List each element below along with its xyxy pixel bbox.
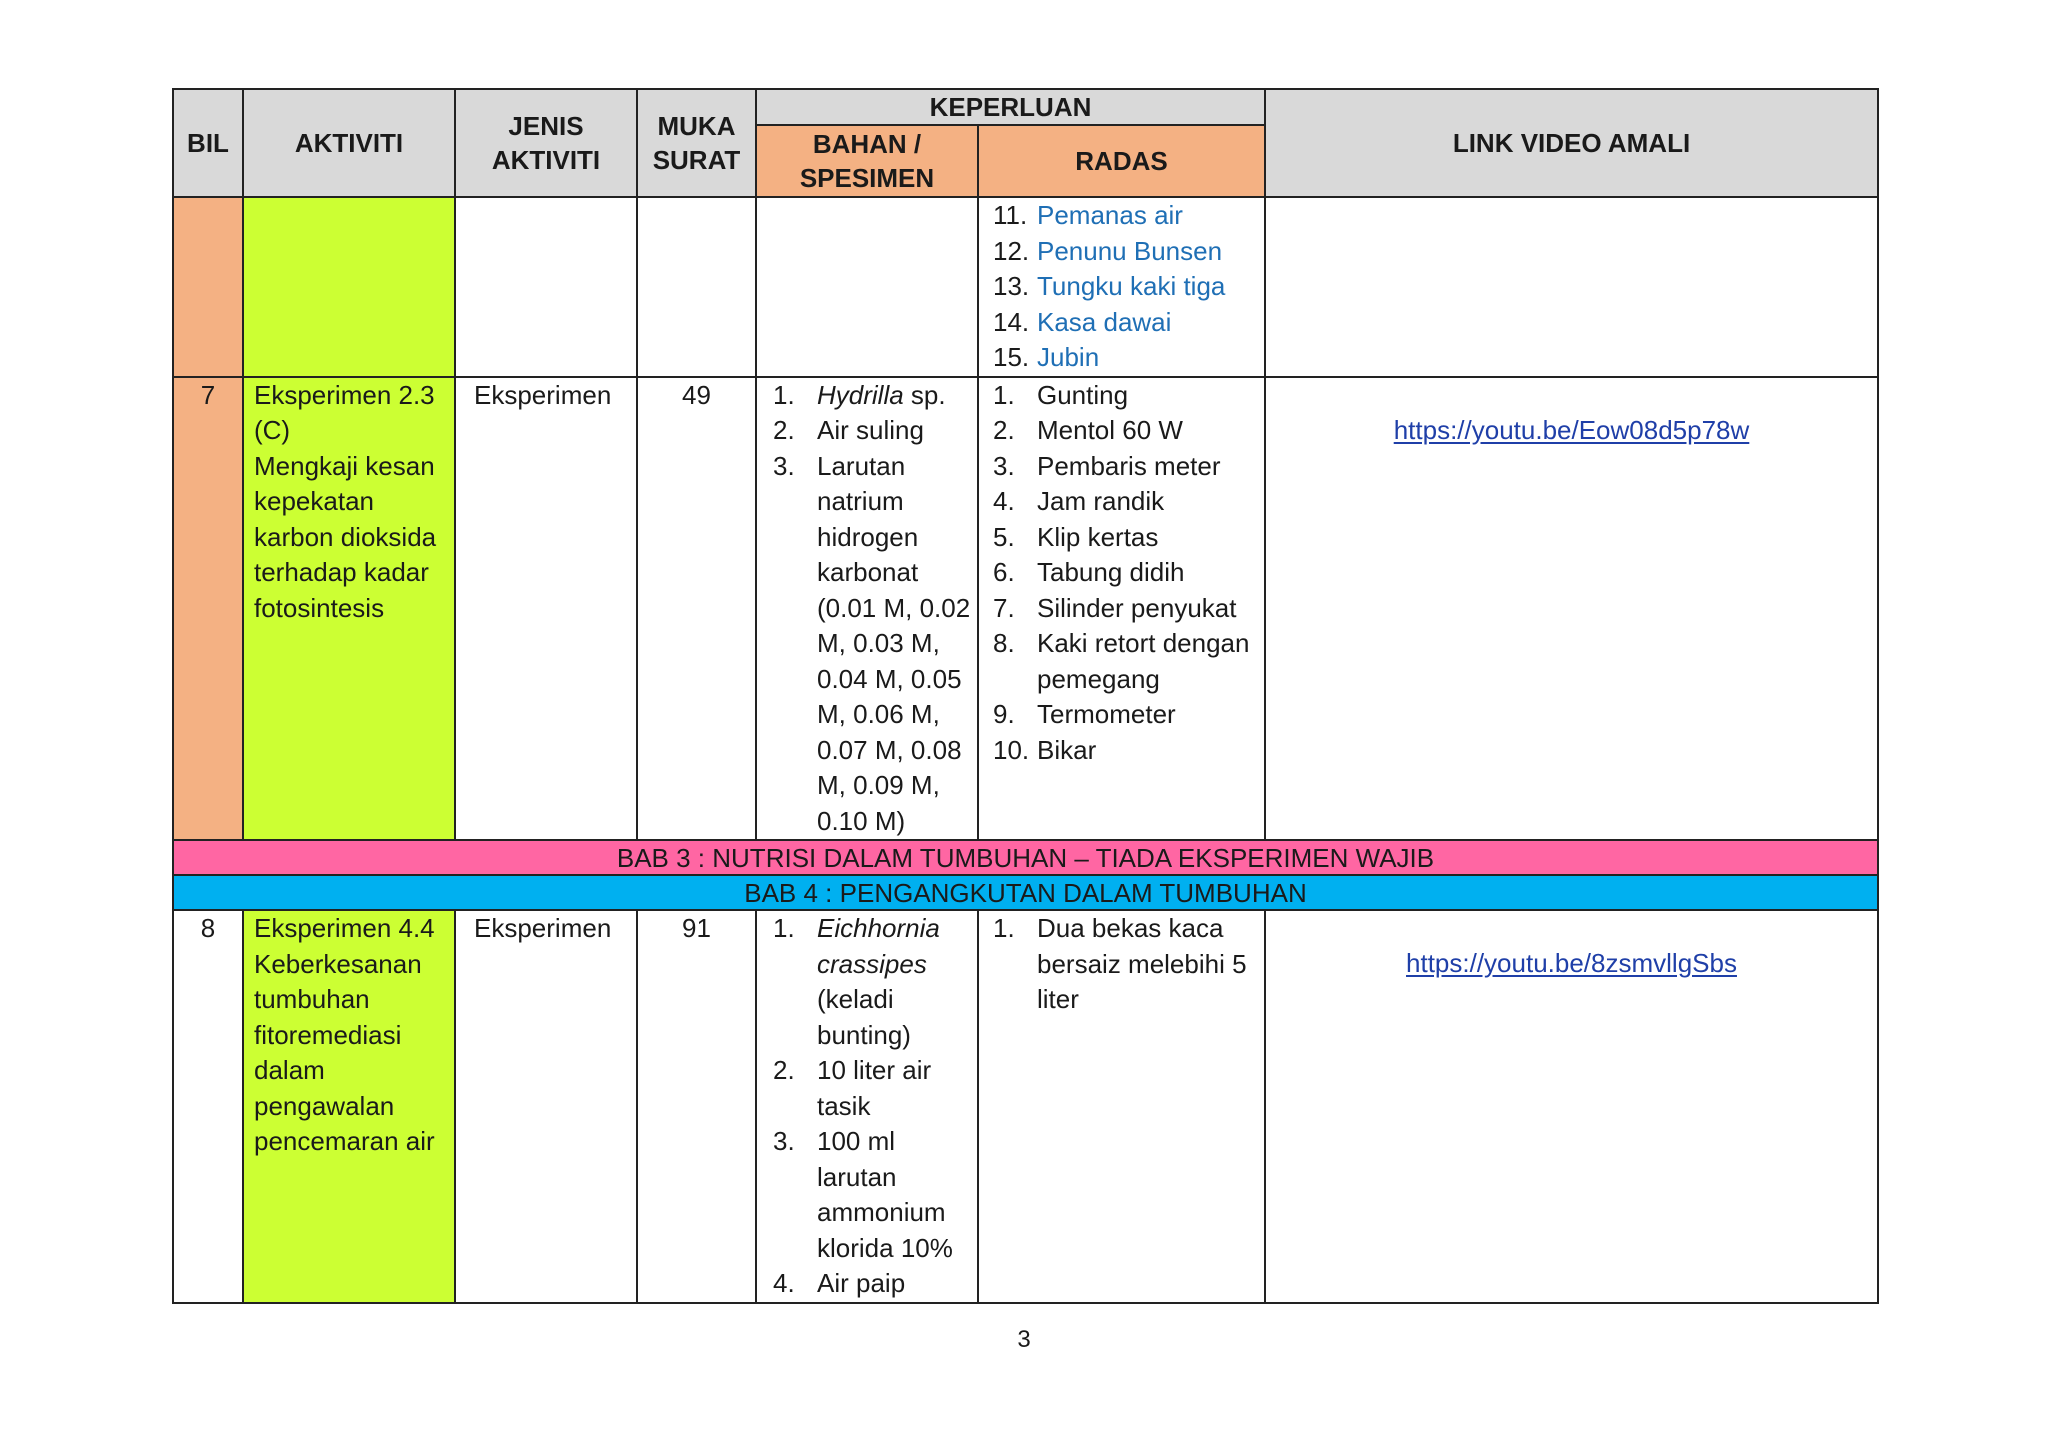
header-link-video: LINK VIDEO AMALI: [1265, 89, 1878, 197]
muka-cell: [637, 197, 756, 377]
bil-cell: [173, 197, 243, 377]
bahan-cell: [756, 910, 978, 1303]
bahan-list: [757, 378, 977, 840]
list-item: 13. Tungku kaki tiga: [993, 271, 1226, 301]
list-item: 4. Air paip: [773, 1268, 906, 1298]
bil-cell: 7: [173, 377, 243, 841]
header-aktiviti: AKTIVITI: [243, 89, 455, 197]
bab4-banner-row: [173, 875, 1878, 910]
page-number: 3: [1017, 1326, 1031, 1353]
table-row-continued: [173, 197, 1878, 377]
link-cell: [1265, 377, 1878, 841]
table-row-7: [173, 377, 1878, 841]
radas-list: [979, 198, 1264, 376]
list-item: 4. Jam randik: [993, 486, 1165, 516]
header-radas: RADAS: [978, 125, 1265, 197]
list-item: 3. 100 ml larutan ammonium klorida 10%: [773, 1126, 953, 1263]
muka-cell: 91: [637, 910, 756, 1303]
list-item: 8. Kaki retort dengan pemegang: [993, 628, 1250, 694]
list-item: 7. Silinder penyukat: [993, 592, 1237, 623]
radas-cell: [978, 910, 1265, 1303]
radas-list: [979, 911, 1264, 1018]
bab3-banner: BAB 3 : NUTRISI DALAM TUMBUHAN – TIADA EKSPERIMEN WAJIB: [173, 840, 1878, 875]
bahan-cell: [756, 377, 978, 841]
header-bahan-spesimen: BAHAN / SPESIMEN: [756, 125, 978, 197]
jenis-cell: [455, 197, 637, 377]
radas-list: [979, 378, 1264, 769]
list-item: 2. Air suling: [773, 415, 924, 445]
bahan-list: [757, 911, 977, 1302]
header-keperluan: KEPERLUAN: [756, 89, 1265, 125]
bab3-banner-row: [173, 840, 1878, 875]
list-item: 14. Kasa dawai: [993, 306, 1172, 337]
list-item: 2. Mentol 60 W: [993, 415, 1183, 445]
link-cell: [1265, 197, 1878, 377]
bab4-banner: BAB 4 : PENGANGKUTAN DALAM TUMBUHAN: [173, 875, 1878, 910]
list-item: 15. Jubin: [993, 342, 1100, 372]
muka-cell: 49: [637, 377, 756, 841]
jenis-cell: Eksperimen: [455, 377, 637, 841]
video-link-row8[interactable]: https://youtu.be/8zsmvllgSbs: [1406, 948, 1737, 978]
link-cell: [1265, 910, 1878, 1303]
list-item: 2. 10 liter air tasik: [773, 1055, 932, 1121]
list-item: 1. Dua bekas kaca bersaiz melebihi 5 liter: [993, 913, 1247, 1014]
list-item: 12. Penunu Bunsen: [993, 235, 1223, 266]
aktiviti-cell: [243, 197, 455, 377]
list-item: 1. Eichhornia crassipes (keladi bunting): [773, 913, 940, 1050]
video-link-row7[interactable]: https://youtu.be/Eow08d5p78w: [1393, 414, 1750, 445]
radas-cell: [978, 377, 1265, 841]
list-item: 5. Klip kertas: [993, 521, 1159, 552]
radas-cell: [978, 197, 1265, 377]
list-item: 1. Hydrilla sp.: [773, 379, 946, 410]
bahan-cell: [756, 197, 978, 377]
list-item: 3. Pembaris meter: [993, 450, 1221, 481]
list-item: 10. Bikar: [993, 734, 1097, 765]
practical-activities-table: [172, 88, 1879, 1304]
list-item: 1. Gunting: [993, 379, 1129, 410]
list-item: 6. Tabung didih: [993, 557, 1185, 587]
table-row-8: [173, 910, 1878, 1303]
aktiviti-cell: Eksperimen 2.3 (C) Mengkaji kesan kepekatan karbon dioksida terhadap kadar fotosintesis: [243, 377, 455, 841]
header-jenis-aktiviti: JENIS AKTIVITI: [455, 89, 637, 197]
list-item: 11. Pemanas air: [993, 200, 1183, 230]
bil-cell: 8: [173, 910, 243, 1303]
list-item: 3. Larutan natrium hidrogen karbonat (0.01 M, 0.02 M, 0.03 M, 0.04 M, 0.05 M, 0.06 M, 0.07 M, 0.08 M, 0.09 M, 0.10 M): [773, 450, 971, 836]
jenis-cell: Eksperimen: [455, 910, 637, 1303]
list-item: 9. Termometer: [993, 699, 1176, 729]
aktiviti-cell: Eksperimen 4.4 Keberkesanan tumbuhan fitoremediasi dalam pengawalan pencemaran air: [243, 910, 455, 1303]
header-bil: BIL: [173, 89, 243, 197]
header-muka-surat: MUKA SURAT: [637, 89, 756, 197]
